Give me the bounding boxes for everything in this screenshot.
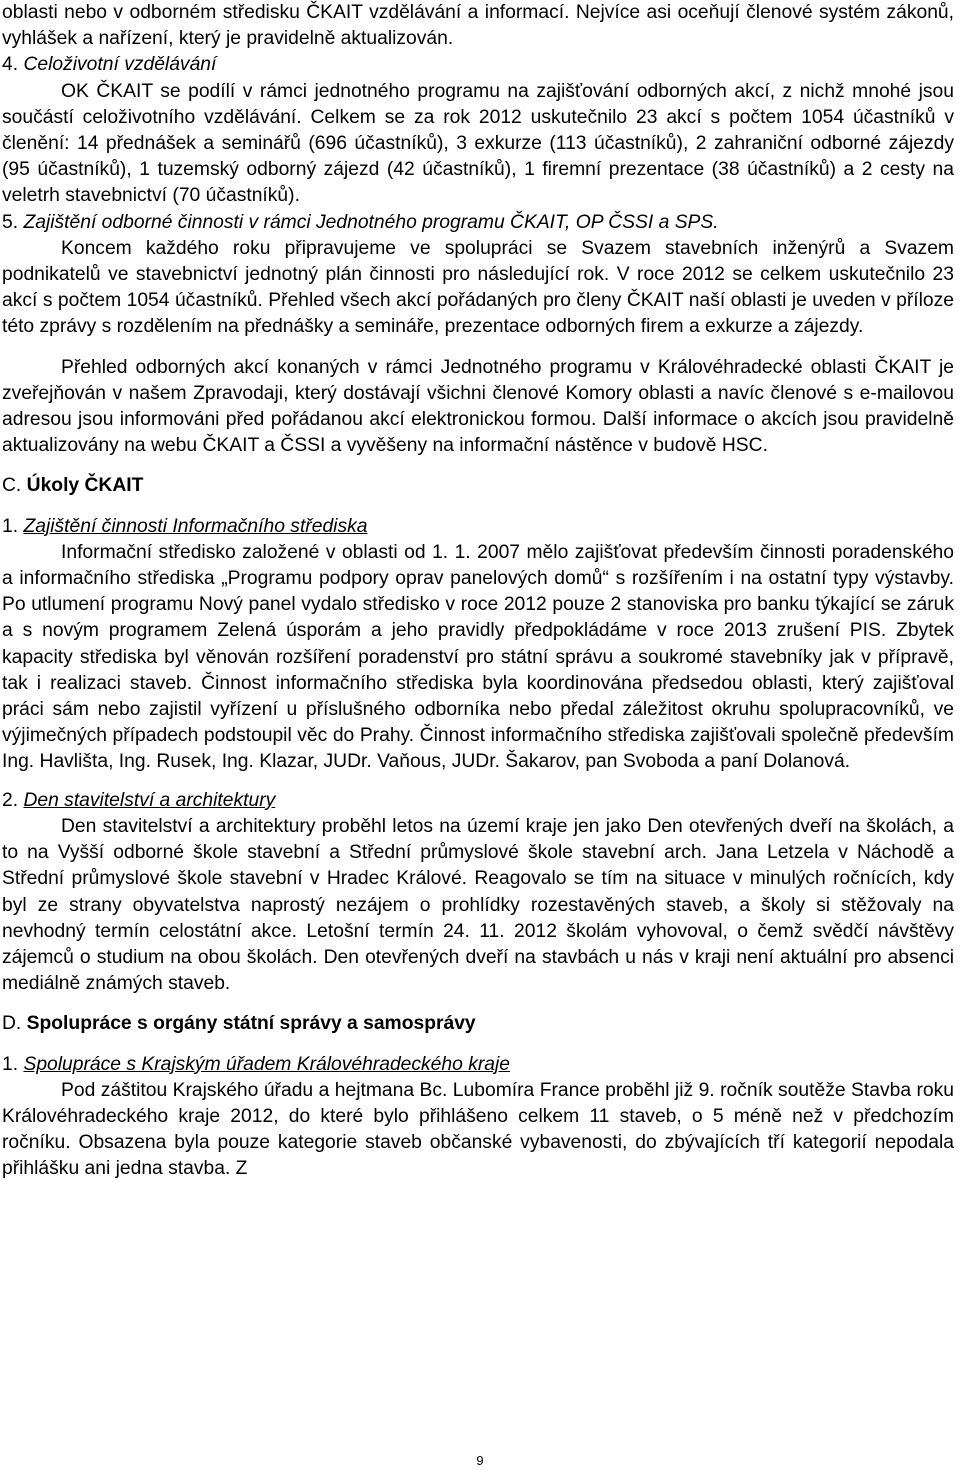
item-c1-heading bbox=[2, 514, 954, 540]
section-4-number: 4. bbox=[2, 54, 19, 76]
section-4-body: OK ČKAIT se podílí v rámci jednotného programu na zajišťování odborných akcí, z nichž mnohé jsou součástí celoživotního vzdělávání. Celkem se za rok 2012 uskutečnilo 23 akcí s počtem 1054 účastníků v členění: 14 přednášek a seminářů (696 účastníků), 3 exkurze (113 účastníků), 2 zahraniční odborné zájezdy (95 účastníků), 1 tuzemský odborný zájezd (42 účastníků), 1 firemní prezentace (38 účastníků) a 2 cesty na veletrh stavebnictví (70 účastníků). bbox=[2, 80, 954, 207]
page-number: 9 bbox=[476, 1453, 484, 1468]
section-d-title: Spolupráce s orgány státní správy a samosprávy bbox=[26, 1013, 476, 1035]
section-c-title: Úkoly ČKAIT bbox=[26, 475, 144, 497]
section-5-body-2: Přehled odborných akcí konaných v rámci Jednotného programu v Královéhradecké oblasti ČKAIT je zveřejňován v našem Zpravodaji, který dostávají všichni členové Komory oblasti a navíc členové s e-mailovou adresou jsou informováni před pořádanou akcí elektronickou formou. Další informace o akcích jsou pravidelně aktualizovány na webu ČKAIT a ČSSI a vyvěšeny na informační nástěnce v budově HSC. bbox=[2, 356, 954, 457]
section-d-heading bbox=[2, 1011, 954, 1037]
item-c1-number: 1. bbox=[2, 515, 19, 537]
item-c2-body: Den stavitelství a architektury proběhl letos na území kraje jen jako Den otevřených dveří na školách, a to na Vyšší odborné škole stavební a Střední průmyslové škole stavební arch. Jana Letzela v Náchodě a Střední průmyslové škole stavební v Hradec Králové. Reagovalo se tím na situace v minulých ročnících, kdy byl ze strany obyvatelstva naprostý nezájem o prohlídky rozestavěných staveb, a školy si stěžovaly na nevhodný termín celostátní akce. Letošní termín 24. 11. 2012 školám vyhovoval, o čemž svědčí návštěvy zájemců o studium na obou školách. Den otevřených dveří na stavbách u nás v kraji není aktuální pro absenci mediálně známých staveb. bbox=[2, 815, 954, 995]
section-5-heading bbox=[2, 210, 954, 236]
section-4-heading bbox=[2, 52, 954, 78]
item-c2-title: Den stavitelství a architektury bbox=[23, 789, 276, 811]
item-d1-title: Spolupráce s Krajským úřadem Královéhradeckého kraje bbox=[23, 1053, 511, 1075]
item-d1-number: 1. bbox=[2, 1053, 19, 1075]
paragraph-intro-continuation: oblasti nebo v odborném středisku ČKAIT vzdělávání a informací. Nejvíce asi oceňují členové systém zákonů, vyhlášek a nařízení, který je pravidelně aktualizován. bbox=[2, 2, 954, 50]
item-d1-heading bbox=[2, 1052, 954, 1078]
item-c1-body: Informační středisko založené v oblasti od 1. 1. 2007 mělo zajišťovat především činnosti poradenského a informačního střediska „Programu podpory oprav panelových domů“ s rozšířením i na ostatní typy výstavby. Po utlumení programu Nový panel vydalo středisko v roce 2012 pouze 2 stanoviska pro banku týkající se záruk a s novým programem Zelená úsporám a jeho pravidly předpokládáme v roce 2013 zrušení PIS. Zbytek kapacity střediska byl věnován rozšíření poradenství pro státní správu a soukromé stavebníky jak v přípravě, tak i realizaci staveb. Činnost informačního střediska byla koordinována předsedou oblasti, který zajišťoval práci sám nebo zajistil vyřízení u příslušného odborníka nebo předal záležitost okruhu spolupracovníků, ve výjimečných případech podstoupil věc do Prahy. Činnost informačního střediska zajišťovali společně především Ing. Havlišta, Ing. Rusek, Ing. Klazar, JUDr. Vaňous, JUDr. Šakarov, pan Svoboda a paní Dolanová. bbox=[2, 541, 954, 773]
section-d-letter: D. bbox=[2, 1013, 22, 1035]
document-page bbox=[2, 0, 954, 1183]
item-c2-heading bbox=[2, 788, 954, 814]
item-c2-number: 2. bbox=[2, 789, 19, 811]
section-5-body: Koncem každého roku připravujeme ve spolupráci se Svazem stavebních inženýrů a Svazem podnikatelů ve stavebnictví jednotný plán činnosti pro následující rok. V roce 2012 se celkem uskutečnilo 23 akcí s počtem 1054 účastníků. Přehled všech akcí pořádaných pro členy ČKAIT naší oblasti je uveden v příloze této zprávy s rozdělením na přednášky a semináře, prezentace odborných firem a exkurze a zájezdy. bbox=[2, 237, 954, 338]
item-c1-title: Zajištění činnosti Informačního střediska bbox=[23, 515, 368, 537]
section-5-number: 5. bbox=[2, 211, 19, 233]
section-4-title: Celoživotní vzdělávání bbox=[23, 54, 217, 76]
section-c-letter: C. bbox=[2, 475, 22, 497]
section-5-title: Zajištění odborné činnosti v rámci Jednotného programu ČKAIT, OP ČSSI a SPS. bbox=[23, 211, 719, 233]
item-d1-body: Pod záštitou Krajského úřadu a hejtmana Bc. Lubomíra France proběhl již 9. ročník soutěže Stavba roku Královéhradeckého kraje 2012, do které bylo přihlášeno celkem 11 staveb, o 5 méně než v předchozím ročníku. Obsazena byla pouze kategorie staveb občanské vybavenosti, do zbývajících tří kategorií nepodala přihlášku ani jedna stavba. Z bbox=[2, 1079, 954, 1180]
section-c-heading bbox=[2, 473, 954, 499]
